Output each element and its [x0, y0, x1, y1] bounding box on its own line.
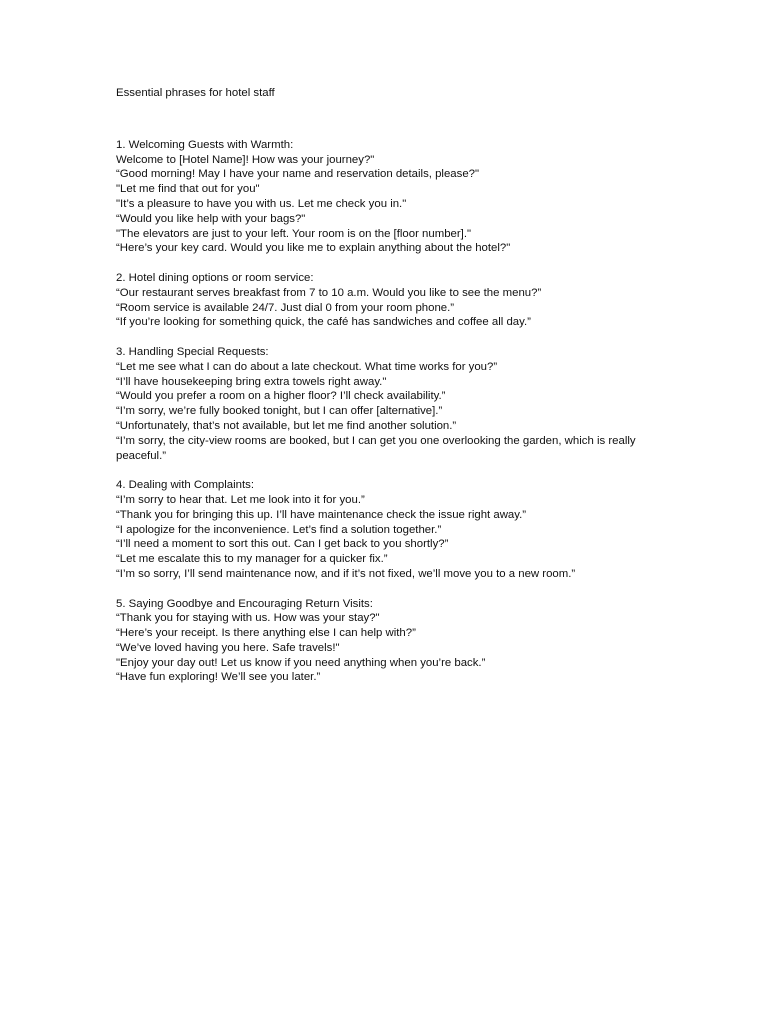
phrase-line: “Thank you for staying with us. How was your stay?": [116, 612, 380, 625]
section-heading: 1. Welcoming Guests with Warmth:: [116, 138, 294, 151]
phrase-line: “Room service is available 24/7. Just dial 0 from your room phone.”: [116, 301, 455, 314]
section-heading: 4. Dealing with Complaints:: [116, 479, 255, 492]
phrase-line: “I’m so sorry, I’ll send maintenance now, and if it’s not fixed, we’ll move you to a new room.”: [116, 567, 576, 580]
section-heading: 3. Handling Special Requests:: [116, 345, 269, 358]
phrase-line: “Good morning! May I have your name and reservation details, please?": [116, 168, 480, 181]
phrase-line: “Our restaurant serves breakfast from 7 to 10 a.m. Would you like to see the menu?”: [116, 286, 542, 299]
phrase-line: “Let me escalate this to my manager for a quicker fix.”: [116, 553, 388, 566]
phrase-list: [116, 611, 646, 685]
phrase-line: “I’m sorry to hear that. Let me look into it for you.”: [116, 493, 365, 506]
phrase-line: Welcome to [Hotel Name]! How was your journey?": [116, 153, 375, 166]
section-welcoming-guests: [116, 138, 646, 256]
phrase-line: “Would you prefer a room on a higher floor? I’ll check availability.”: [116, 390, 446, 403]
phrase-list: [116, 286, 646, 330]
phrase-line: “I’ll have housekeeping bring extra towels right away.": [116, 375, 387, 388]
phrase-line: "Enjoy your day out! Let us know if you need anything when you’re back.”: [116, 656, 486, 669]
phrase-line: “Thank you for bringing this up. I’ll have maintenance check the issue right away.”: [116, 508, 527, 521]
section-heading: 2. Hotel dining options or room service:: [116, 271, 314, 284]
section-goodbye: [116, 597, 646, 686]
phrase-line: “Have fun exploring! We’ll see you later.”: [116, 671, 321, 684]
phrase-line: “Here’s your key card. Would you like me to explain anything about the hotel?": [116, 242, 511, 255]
phrase-line: “I’m sorry, we’re fully booked tonight, but I can offer [alternative].”: [116, 405, 443, 418]
section-complaints: [116, 478, 646, 582]
phrase-line: “I apologize for the inconvenience. Let’s find a solution together.”: [116, 523, 442, 536]
phrase-line: "It’s a pleasure to have you with us. Let me check you in.": [116, 197, 407, 210]
phrase-line: “I’m sorry, the city-view rooms are booked, but I can get you one overlooking the garden, which is really peaceful.”: [116, 434, 636, 462]
phrase-line: “We’ve loved having you here. Safe travels!": [116, 641, 340, 654]
phrase-line: “I’ll need a moment to sort this out. Can I get back to you shortly?”: [116, 538, 449, 551]
phrase-line: “Let me see what I can do about a late checkout. What time works for you?”: [116, 360, 498, 373]
phrase-list: [116, 360, 646, 464]
phrase-line: "Let me find that out for you": [116, 183, 260, 196]
phrase-line: “If you’re looking for something quick, the café has sandwiches and coffee all day.”: [116, 316, 531, 329]
section-special-requests: [116, 345, 646, 463]
phrase-list: [116, 493, 646, 582]
section-heading: 5. Saying Goodbye and Encouraging Return Visits:: [116, 597, 373, 610]
phrase-line: “Would you like help with your bags?": [116, 212, 306, 225]
document-title: Essential phrases for hotel staff: [116, 87, 275, 99]
phrase-line: “Here’s your receipt. Is there anything else I can help with?”: [116, 627, 416, 640]
document-page: [116, 86, 646, 700]
section-dining-options: [116, 271, 646, 330]
phrase-list: [116, 153, 646, 257]
phrase-line: “Unfortunately, that’s not available, but let me find another solution.”: [116, 419, 457, 432]
phrase-line: "The elevators are just to your left. Your room is on the [floor number].": [116, 227, 472, 240]
